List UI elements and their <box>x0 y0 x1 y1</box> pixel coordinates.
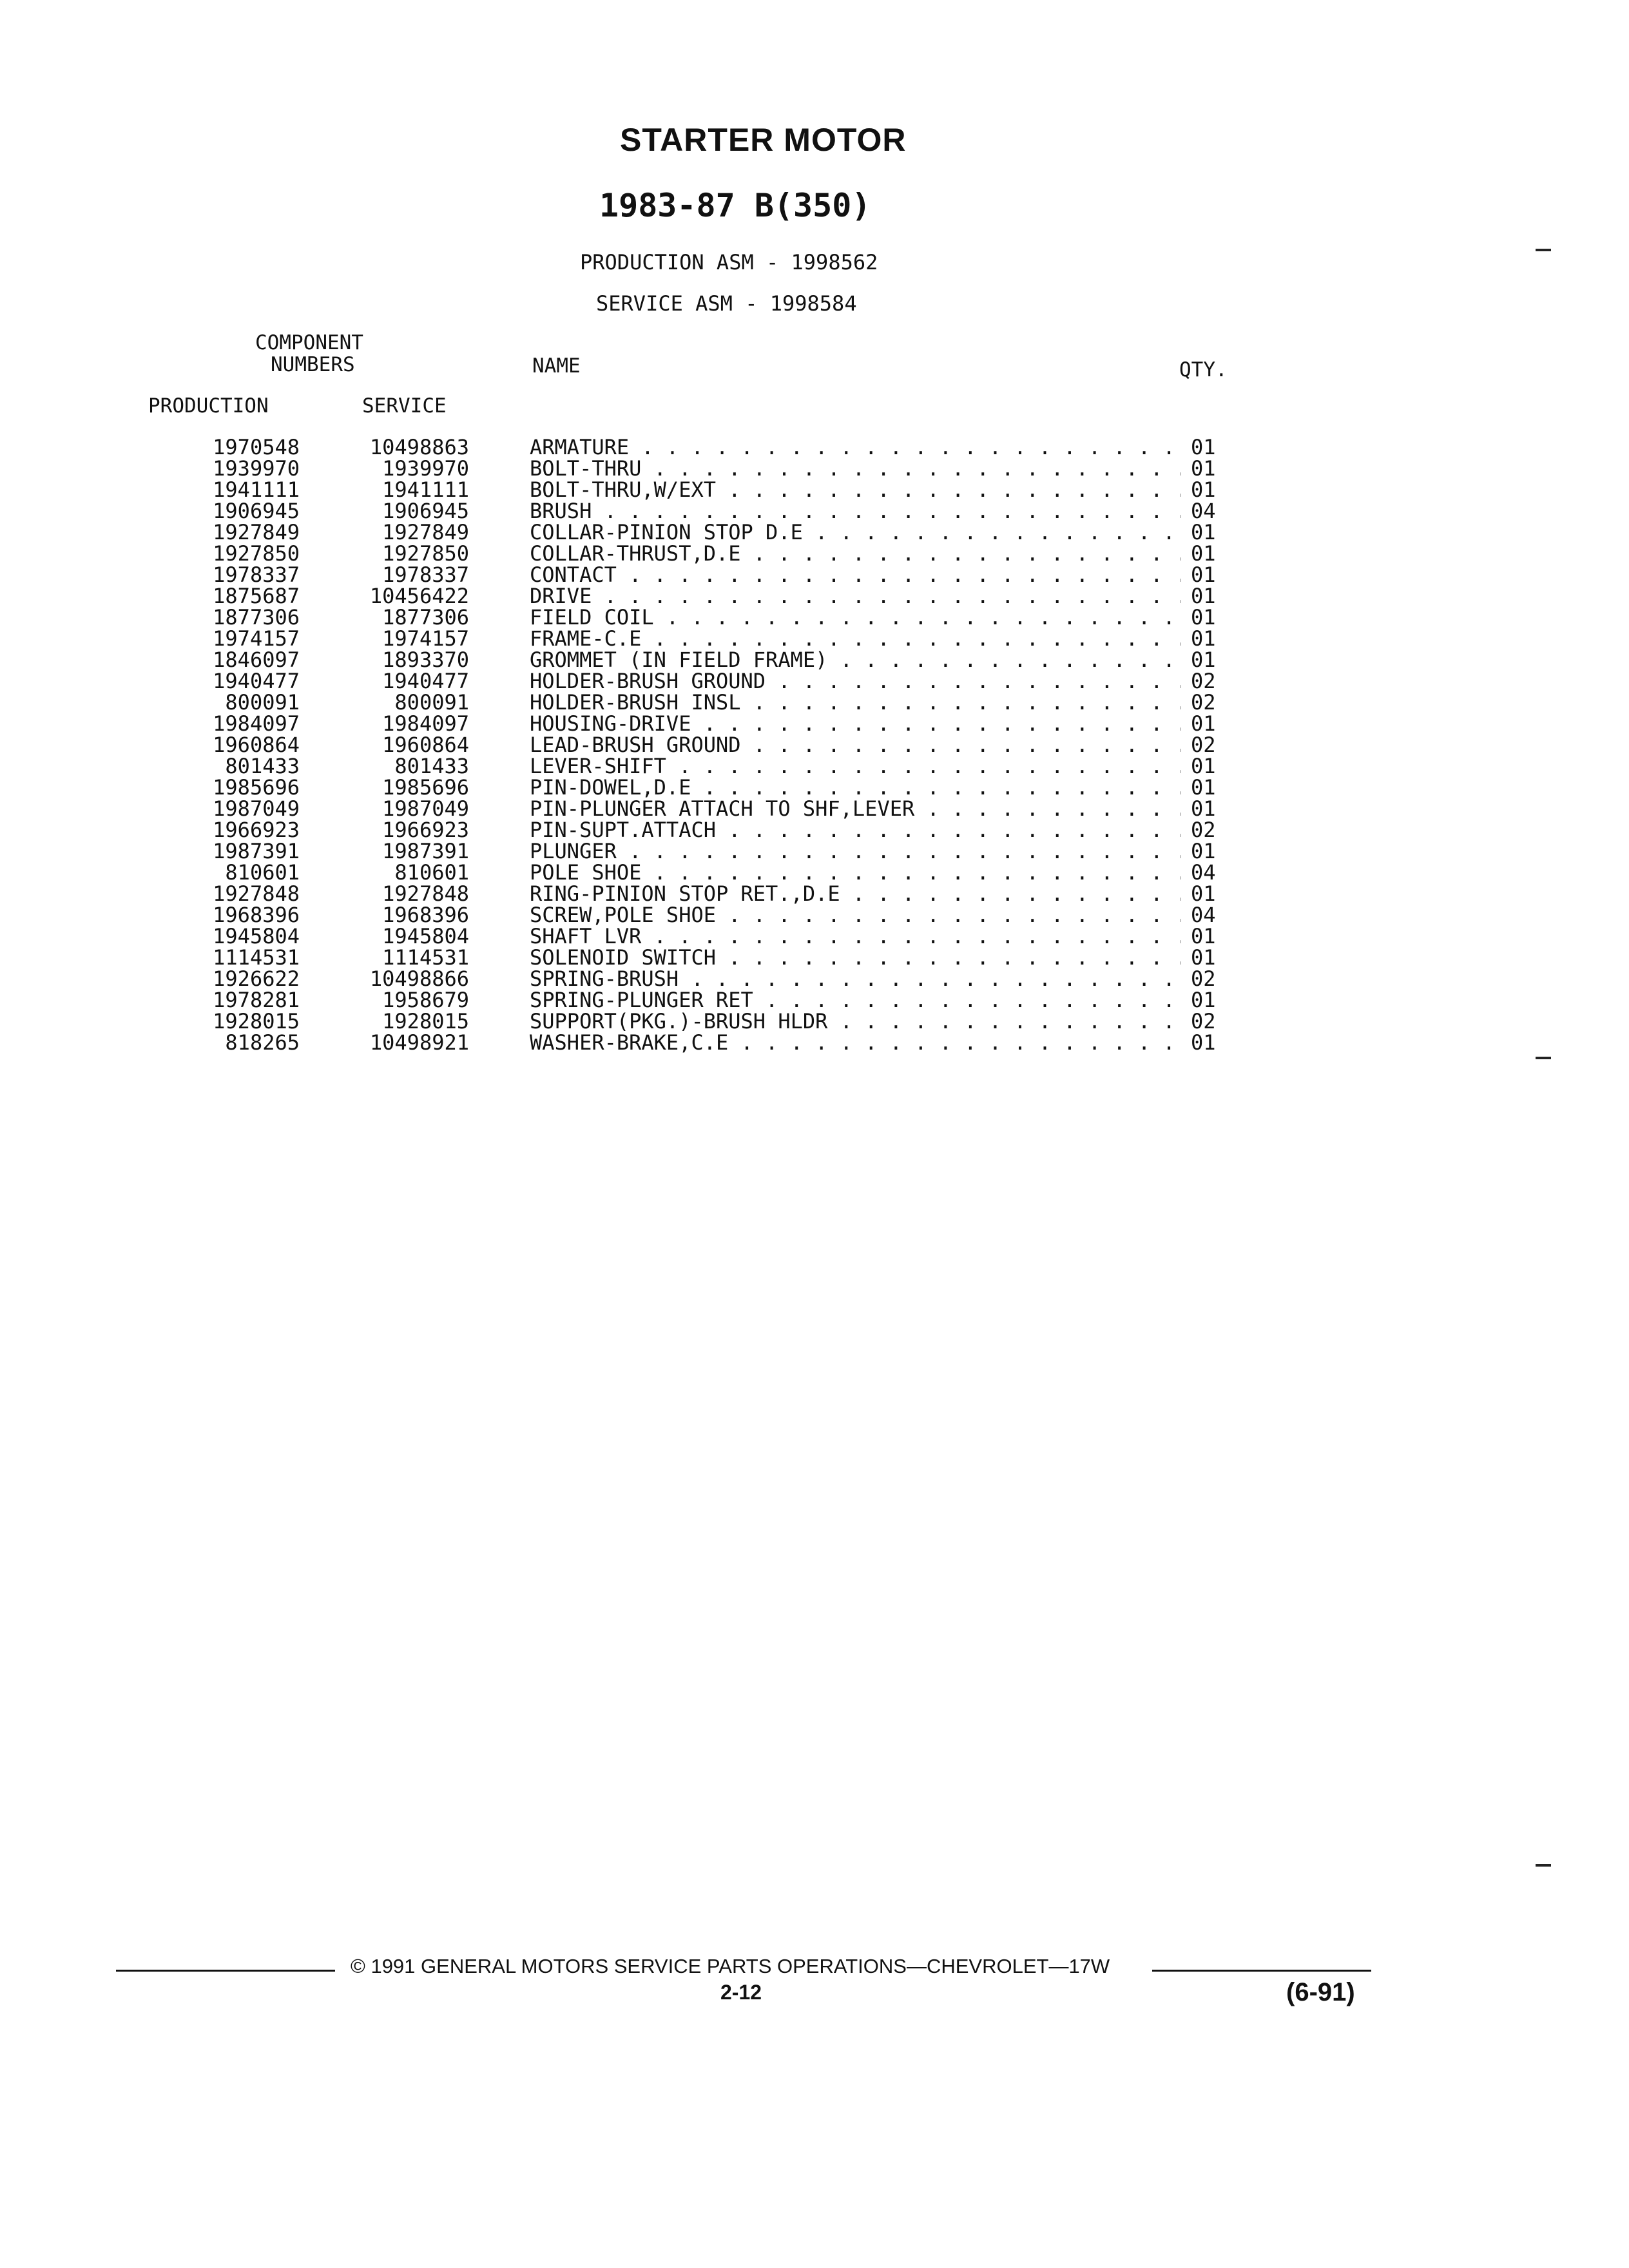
production-number: 1978281 <box>213 988 300 1012</box>
production-number: 1940477 <box>213 669 300 693</box>
part-name: GROMMET (IN FIELD FRAME) . . . <box>530 649 1181 671</box>
production-number: 1966923 <box>213 818 300 842</box>
part-row <box>0 905 1629 926</box>
page-subtitle: 1983-87 B(350) <box>599 187 871 224</box>
part-row <box>0 458 1629 479</box>
header-name: NAME <box>532 354 581 378</box>
service-number: 801433 <box>394 754 469 778</box>
part-qty: 01 <box>1191 648 1216 672</box>
footer-rule-left <box>116 1970 335 1972</box>
part-qty: 04 <box>1191 860 1216 885</box>
production-number: 801433 <box>225 754 300 778</box>
service-number: 10498921 <box>369 1030 469 1055</box>
part-qty: 04 <box>1191 903 1216 927</box>
part-name: DRIVE . . . <box>530 586 1181 607</box>
part-row <box>0 479 1629 501</box>
production-number: 1970548 <box>213 435 300 459</box>
part-name: PIN-SUPT.ATTACH . . . <box>530 820 1181 841</box>
service-number: 1974157 <box>382 626 469 651</box>
production-number: 1974157 <box>213 626 300 651</box>
margin-mark <box>1536 1057 1551 1059</box>
production-number: 1114531 <box>213 945 300 970</box>
part-qty: 01 <box>1191 988 1216 1012</box>
production-number: 1906945 <box>213 499 300 523</box>
part-qty: 01 <box>1191 541 1216 566</box>
part-row <box>0 1032 1629 1053</box>
part-name: SUPPORT(PKG.)-BRUSH HLDR . . . <box>530 1011 1181 1032</box>
part-row <box>0 586 1629 607</box>
service-number: 1906945 <box>382 499 469 523</box>
part-name: RING-PINION STOP RET.,D.E . . . <box>530 883 1181 905</box>
part-qty: 01 <box>1191 477 1216 502</box>
part-name: HOLDER-BRUSH INSL . . . <box>530 692 1181 713</box>
part-name: ARMATURE . . . <box>530 437 1181 458</box>
part-row <box>0 777 1629 798</box>
production-number: 1987049 <box>213 796 300 821</box>
production-number: 1960864 <box>213 733 300 757</box>
part-name: FIELD COIL . . . <box>530 607 1181 628</box>
part-name: SPRING-PLUNGER RET . . . <box>530 990 1181 1011</box>
header-service: SERVICE <box>362 394 447 418</box>
part-qty: 02 <box>1191 966 1216 991</box>
footer-copyright: © 1991 GENERAL MOTORS SERVICE PARTS OPERATIONS—CHEVROLET—17W <box>351 1955 1110 1977</box>
service-number: 1945804 <box>382 924 469 948</box>
service-asm: SERVICE ASM - 1998584 <box>596 291 857 316</box>
part-row <box>0 883 1629 905</box>
service-number: 1968396 <box>382 903 469 927</box>
part-name: SOLENOID SWITCH . . . <box>530 947 1181 968</box>
part-qty: 01 <box>1191 605 1216 629</box>
part-qty: 01 <box>1191 775 1216 800</box>
part-row <box>0 692 1629 713</box>
service-number: 1960864 <box>382 733 469 757</box>
part-qty: 01 <box>1191 839 1216 863</box>
part-qty: 01 <box>1191 924 1216 948</box>
part-name: CONTACT . . . <box>530 564 1181 586</box>
production-number: 1927850 <box>213 541 300 566</box>
part-row <box>0 713 1629 735</box>
production-number: 1928015 <box>213 1009 300 1033</box>
part-name: COLLAR-THRUST,D.E . . . <box>530 543 1181 564</box>
part-name: PLUNGER . . . <box>530 841 1181 862</box>
header-numbers: NUMBERS <box>271 353 355 376</box>
service-number: 800091 <box>394 690 469 715</box>
part-name: BOLT-THRU . . . <box>530 458 1181 479</box>
part-qty: 02 <box>1191 818 1216 842</box>
margin-mark <box>1536 249 1551 251</box>
service-number: 1941111 <box>382 477 469 502</box>
service-number: 1978337 <box>382 562 469 587</box>
part-name: FRAME-C.E . . . <box>530 628 1181 649</box>
part-row <box>0 862 1629 883</box>
part-row <box>0 564 1629 586</box>
service-number: 1987049 <box>382 796 469 821</box>
part-name: LEVER-SHIFT . . . <box>530 756 1181 777</box>
part-row <box>0 501 1629 522</box>
service-number: 10498863 <box>369 435 469 459</box>
revision-date: (6-91) <box>1286 1978 1355 2006</box>
part-qty: 02 <box>1191 733 1216 757</box>
part-name: SCREW,POLE SHOE . . . <box>530 905 1181 926</box>
part-name: COLLAR-PINION STOP D.E . . . <box>530 522 1181 543</box>
part-name: POLE SHOE . . . <box>530 862 1181 883</box>
part-row <box>0 437 1629 458</box>
part-row <box>0 947 1629 968</box>
service-number: 1114531 <box>382 945 469 970</box>
part-qty: 01 <box>1191 945 1216 970</box>
service-number: 1928015 <box>382 1009 469 1033</box>
part-row <box>0 628 1629 649</box>
header-component: COMPONENT <box>255 331 363 354</box>
production-number: 1927848 <box>213 881 300 906</box>
production-number: 1926622 <box>213 966 300 991</box>
part-row <box>0 926 1629 947</box>
part-qty: 01 <box>1191 520 1216 544</box>
part-qty: 02 <box>1191 669 1216 693</box>
margin-mark <box>1536 1864 1551 1867</box>
production-number: 1978337 <box>213 562 300 587</box>
service-number: 1966923 <box>382 818 469 842</box>
part-qty: 01 <box>1191 711 1216 736</box>
production-number: 1945804 <box>213 924 300 948</box>
part-row <box>0 756 1629 777</box>
part-qty: 01 <box>1191 584 1216 608</box>
service-number: 1984097 <box>382 711 469 736</box>
part-row <box>0 735 1629 756</box>
part-name: BOLT-THRU,W/EXT . . . <box>530 479 1181 501</box>
production-number: 818265 <box>225 1030 300 1055</box>
part-row <box>0 543 1629 564</box>
part-row <box>0 798 1629 820</box>
part-row <box>0 820 1629 841</box>
part-row <box>0 607 1629 628</box>
production-number: 1846097 <box>213 648 300 672</box>
header-qty: QTY. <box>1179 358 1228 381</box>
part-name: BRUSH . . . <box>530 501 1181 522</box>
service-number: 1958679 <box>382 988 469 1012</box>
part-row <box>0 1011 1629 1032</box>
service-number: 1939970 <box>382 456 469 481</box>
service-number: 1877306 <box>382 605 469 629</box>
part-name: PIN-PLUNGER ATTACH TO SHF,LEVER . . . <box>530 798 1181 820</box>
part-name: SPRING-BRUSH . . . <box>530 968 1181 990</box>
part-name: SHAFT LVR . . . <box>530 926 1181 947</box>
part-row <box>0 649 1629 671</box>
production-number: 800091 <box>225 690 300 715</box>
footer-rule-right <box>1152 1970 1371 1972</box>
part-qty: 01 <box>1191 754 1216 778</box>
service-number: 1893370 <box>382 648 469 672</box>
part-qty: 01 <box>1191 435 1216 459</box>
part-row <box>0 671 1629 692</box>
production-number: 1984097 <box>213 711 300 736</box>
service-number: 1985696 <box>382 775 469 800</box>
production-number: 1968396 <box>213 903 300 927</box>
service-number: 1927849 <box>382 520 469 544</box>
service-number: 1927848 <box>382 881 469 906</box>
service-number: 810601 <box>394 860 469 885</box>
part-name: LEAD-BRUSH GROUND . . . <box>530 735 1181 756</box>
service-number: 1940477 <box>382 669 469 693</box>
production-number: 1939970 <box>213 456 300 481</box>
part-row <box>0 990 1629 1011</box>
production-number: 1877306 <box>213 605 300 629</box>
production-number: 1875687 <box>213 584 300 608</box>
production-asm: PRODUCTION ASM - 1998562 <box>580 250 878 274</box>
service-number: 1927850 <box>382 541 469 566</box>
part-qty: 02 <box>1191 690 1216 715</box>
part-qty: 02 <box>1191 1009 1216 1033</box>
part-name: WASHER-BRAKE,C.E . . . <box>530 1032 1181 1053</box>
production-number: 810601 <box>225 860 300 885</box>
page-title: STARTER MOTOR <box>620 122 907 158</box>
service-number: 10456422 <box>369 584 469 608</box>
service-number: 1987391 <box>382 839 469 863</box>
part-qty: 01 <box>1191 881 1216 906</box>
part-qty: 01 <box>1191 562 1216 587</box>
part-row <box>0 841 1629 862</box>
part-qty: 01 <box>1191 626 1216 651</box>
production-number: 1927849 <box>213 520 300 544</box>
part-row <box>0 968 1629 990</box>
production-number: 1985696 <box>213 775 300 800</box>
part-name: HOLDER-BRUSH GROUND . . . <box>530 671 1181 692</box>
service-number: 10498866 <box>369 966 469 991</box>
part-qty: 01 <box>1191 456 1216 481</box>
part-name: HOUSING-DRIVE . . . <box>530 713 1181 735</box>
page-number: 2-12 <box>720 1981 762 2004</box>
part-qty: 04 <box>1191 499 1216 523</box>
part-qty: 01 <box>1191 1030 1216 1055</box>
part-name: PIN-DOWEL,D.E . . . <box>530 777 1181 798</box>
header-production: PRODUCTION <box>148 394 269 418</box>
production-number: 1987391 <box>213 839 300 863</box>
production-number: 1941111 <box>213 477 300 502</box>
part-qty: 01 <box>1191 796 1216 821</box>
part-row <box>0 522 1629 543</box>
